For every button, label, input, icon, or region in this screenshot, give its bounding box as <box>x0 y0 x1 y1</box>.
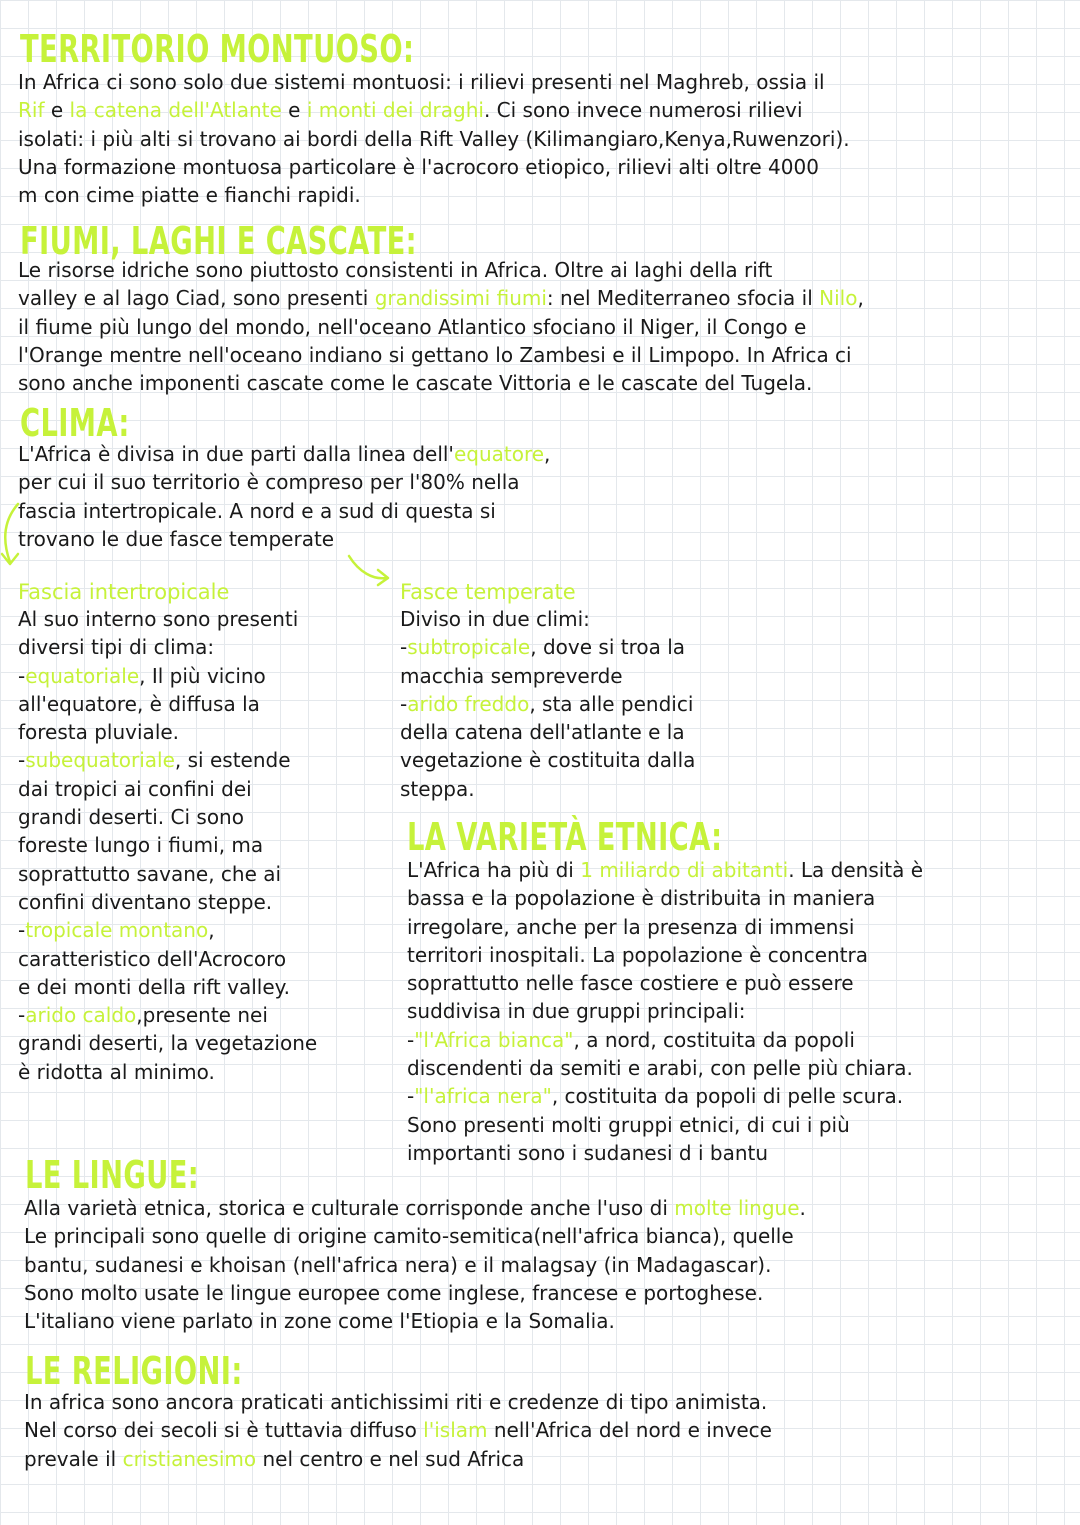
text-segment: grandi deserti. Ci sono <box>18 805 244 830</box>
highlighted-term: molte lingue <box>674 1196 800 1220</box>
text-segment: per cui il suo territorio è compreso per l'80% nella <box>18 470 520 495</box>
text-line <box>18 369 864 397</box>
text-line <box>18 633 317 661</box>
subheading-temperate: Fasce temperate <box>400 580 576 604</box>
highlighted-term: Rif <box>18 98 45 123</box>
text-segment: , costituita da popoli di pelle scura. <box>551 1084 904 1109</box>
text-line <box>24 1388 772 1416</box>
text-segment: Le risorse idriche sono piuttosto consistenti in Africa. Oltre ai laghi della rift <box>18 258 773 282</box>
text-line <box>24 1251 806 1279</box>
text-line <box>18 1058 317 1086</box>
highlighted-term: la catena dell'Atlante <box>69 98 282 123</box>
text-line <box>407 1082 923 1110</box>
text-line <box>18 468 550 496</box>
text-line <box>18 803 317 831</box>
text-segment: vegetazione è costituita dalla <box>400 748 696 773</box>
paragraph-etnica <box>407 856 923 1167</box>
text-segment: prevale il <box>24 1446 123 1471</box>
text-line <box>18 860 317 888</box>
highlighted-term: arido caldo <box>25 1003 137 1028</box>
heading-fiumi: FIUMI, LAGHI E CASCATE: <box>20 219 417 263</box>
text-segment: e <box>281 98 307 123</box>
text-line <box>24 1194 806 1222</box>
highlighted-term: grandissimi fiumi <box>374 286 547 311</box>
text-line <box>407 1111 923 1139</box>
text-line <box>18 284 864 312</box>
text-segment: l'Orange mentre nell'oceano indiano si gettano lo Zambesi e il Limpopo. In Africa ci <box>18 342 852 367</box>
text-segment: nell'Africa del nord e invece <box>487 1418 772 1443</box>
text-line <box>18 497 550 525</box>
text-line <box>18 440 550 468</box>
text-line <box>407 1026 923 1054</box>
text-segment: steppa. <box>400 776 475 801</box>
text-segment: Una formazione montuosa particolare è l'acrocoro etiopico, rilievi alti oltre 4000 <box>18 154 819 179</box>
text-segment: dai tropici ai confini dei <box>18 776 252 801</box>
highlighted-term: equatoriale <box>25 663 140 688</box>
text-segment: Sono molto usate le lingue europee come inglese, francese e portoghese. <box>24 1280 764 1305</box>
text-segment: il fiume più lungo del mondo, nell'oceano Atlantico sfociano il Niger, il Congo e <box>18 314 807 339</box>
text-segment: foresta pluviale. <box>18 720 180 745</box>
text-line <box>24 1307 806 1335</box>
text-segment: Nel corso dei secoli si è tuttavia diffuso <box>24 1418 424 1443</box>
arrow-left-icon <box>0 500 30 580</box>
highlighted-term: subequatoriale <box>25 748 175 773</box>
text-segment: Le principali sono quelle di origine camito-semitica(nell'africa bianca), quelle <box>24 1224 794 1249</box>
text-segment: sono anche imponenti cascate come le cascate Vittoria e le cascate del Tugela. <box>18 371 813 396</box>
heading-lingue: LE LINGUE: <box>25 1153 200 1197</box>
paragraph-temperate <box>400 605 695 803</box>
text-segment: soprattutto savane, che ai <box>18 861 282 886</box>
paragraph-lingue <box>24 1194 806 1335</box>
text-line <box>18 662 317 690</box>
text-segment: . La densità è <box>788 858 924 882</box>
text-segment: soprattutto nelle fasce costiere e può essere <box>407 971 854 996</box>
text-segment: macchia sempreverde <box>400 663 623 688</box>
text-segment: In africa sono ancora praticati antichissimi riti e credenze di tipo animista. <box>24 1390 768 1414</box>
paragraph-intertropicale <box>18 605 317 1086</box>
text-segment: - <box>18 918 26 943</box>
text-segment: - <box>407 1027 415 1052</box>
text-line <box>400 718 695 746</box>
highlighted-term: subtropicale <box>407 635 531 660</box>
text-segment: fascia intertropicale. A nord e a sud di questa si <box>18 498 496 523</box>
text-segment: , a nord, costituita da popoli <box>573 1027 855 1052</box>
text-line <box>18 888 317 916</box>
text-line <box>24 1416 772 1444</box>
text-line <box>18 125 850 153</box>
text-segment: foreste lungo i fiumi, ma <box>18 833 264 858</box>
text-segment: Sono presenti molti gruppi etnici, di cui i più <box>407 1112 850 1137</box>
text-segment: della catena dell'atlante e la <box>400 720 685 745</box>
text-line <box>400 775 695 803</box>
text-segment: . <box>799 1196 806 1220</box>
text-line <box>400 746 695 774</box>
text-segment: nel centro e nel sud Africa <box>256 1446 525 1471</box>
paragraph-clima <box>18 440 550 553</box>
text-segment: , <box>544 442 551 466</box>
highlighted-term: equatore <box>453 442 545 466</box>
text-line <box>400 605 695 633</box>
text-segment: L'Africa ha più di <box>407 858 581 882</box>
text-line <box>18 181 850 209</box>
text-segment: caratteristico dell'Acrocoro <box>18 946 287 971</box>
text-segment: , dove si troa la <box>530 635 686 660</box>
text-line <box>400 690 695 718</box>
text-line <box>407 969 923 997</box>
highlighted-term: "l'Africa bianca" <box>414 1027 574 1052</box>
text-line <box>407 941 923 969</box>
text-segment: m con cime piatte e fianchi rapidi. <box>18 183 361 208</box>
text-line <box>18 1001 317 1029</box>
text-line <box>407 856 923 884</box>
text-segment: valley e al lago Ciad, sono presenti <box>18 286 375 311</box>
text-line <box>18 313 864 341</box>
text-line <box>18 690 317 718</box>
text-line <box>407 1139 923 1167</box>
heading-etnica: LA VARIETÀ ETNICA: <box>407 815 723 859</box>
text-line <box>18 945 317 973</box>
text-segment: , <box>857 286 864 311</box>
arrow-right-icon <box>345 550 395 590</box>
text-segment: , <box>208 918 215 943</box>
text-segment: Al suo interno sono presenti <box>18 607 299 631</box>
text-segment: - <box>400 691 408 716</box>
text-segment: all'equatore, è diffusa la <box>18 691 260 716</box>
text-line <box>24 1279 806 1307</box>
text-segment: - <box>18 748 26 773</box>
text-line <box>18 916 317 944</box>
text-segment: isolati: i più alti si trovano ai bordi della Rift Valley (Kilimangiaro,Kenya,Ruwenzori). <box>18 126 850 151</box>
text-segment: In Africa ci sono solo due sistemi montuosi: i rilievi presenti nel Maghreb, ossia il <box>18 70 825 94</box>
text-segment: e dei monti della rift valley. <box>18 974 290 999</box>
text-segment: confini diventano steppe. <box>18 889 273 914</box>
text-line <box>18 746 317 774</box>
text-segment: irregolare, anche per la presenza di immensi <box>407 914 855 939</box>
text-line <box>18 605 317 633</box>
text-line <box>400 633 695 661</box>
highlighted-term: arido freddo <box>407 691 530 716</box>
text-segment: ,presente nei <box>136 1003 268 1028</box>
text-segment: bantu, sudanesi e khoisan (nell'africa nera) e il malagsay (in Madagascar). <box>24 1252 772 1277</box>
highlighted-term: Nilo <box>819 286 858 311</box>
text-segment: Diviso in due climi: <box>400 607 590 631</box>
text-segment: , Il più vicino <box>139 663 266 688</box>
text-segment: . Ci sono invece numerosi rilievi <box>483 98 803 123</box>
text-line <box>18 831 317 859</box>
heading-religioni: LE RELIGIONI: <box>25 1349 243 1393</box>
text-line <box>407 884 923 912</box>
highlighted-term: cristianesimo <box>122 1446 257 1471</box>
heading-clima: CLIMA: <box>20 401 130 445</box>
text-line <box>18 68 850 96</box>
text-line <box>400 662 695 690</box>
text-segment: importanti sono i sudanesi d i bantu <box>407 1140 769 1165</box>
text-segment: - <box>407 1084 415 1109</box>
text-segment: territori inospitali. La popolazione è concentra <box>407 942 869 967</box>
text-segment: - <box>18 663 26 688</box>
text-line <box>18 256 864 284</box>
text-segment: - <box>400 635 408 660</box>
highlighted-term: 1 miliardo di abitanti <box>580 858 789 882</box>
text-line <box>18 153 850 181</box>
paragraph-territorio <box>18 68 850 209</box>
text-line <box>18 1029 317 1057</box>
text-segment: Alla varietà etnica, storica e culturale corrisponde anche l'uso di <box>24 1196 675 1220</box>
text-segment: - <box>18 1003 26 1028</box>
text-segment: trovano le due fasce temperate <box>18 526 335 551</box>
text-segment: diversi tipi di clima: <box>18 635 215 660</box>
text-line <box>18 775 317 803</box>
text-line <box>407 997 923 1025</box>
text-segment: e <box>44 98 70 123</box>
highlighted-term: "l'africa nera" <box>414 1084 552 1109</box>
text-segment: L'Africa è divisa in due parti dalla linea dell' <box>18 442 454 466</box>
highlighted-term: i monti dei draghi <box>306 98 484 123</box>
text-line <box>24 1445 772 1473</box>
text-line <box>407 1054 923 1082</box>
text-line <box>18 718 317 746</box>
heading-territorio: TERRITORIO MONTUOSO: <box>20 27 415 71</box>
text-segment: L'italiano viene parlato in zone come l'Etiopia e la Somalia. <box>24 1309 615 1334</box>
text-segment: discendenti da semiti e arabi, con pelle più chiara. <box>407 1056 913 1081</box>
text-line <box>18 973 317 1001</box>
paragraph-fiumi <box>18 256 864 397</box>
highlighted-term: l'islam <box>423 1418 488 1443</box>
text-line <box>18 96 850 124</box>
text-line <box>18 341 864 369</box>
text-segment: , sta alle pendici <box>529 691 694 716</box>
subheading-intertropicale: Fascia intertropicale <box>18 580 230 604</box>
text-line <box>24 1222 806 1250</box>
text-line <box>18 525 550 553</box>
text-line <box>407 913 923 941</box>
text-segment: , si estende <box>174 748 291 773</box>
text-segment: : nel Mediterraneo sfocia il <box>546 286 820 311</box>
text-segment: suddivisa in due gruppi principali: <box>407 999 746 1024</box>
text-segment: bassa e la popolazione è distribuita in maniera <box>407 886 876 911</box>
highlighted-term: tropicale montano <box>25 918 209 943</box>
text-segment: grandi deserti, la vegetazione <box>18 1031 318 1056</box>
text-segment: è ridotta al minimo. <box>18 1059 215 1084</box>
paragraph-religioni <box>24 1388 772 1473</box>
